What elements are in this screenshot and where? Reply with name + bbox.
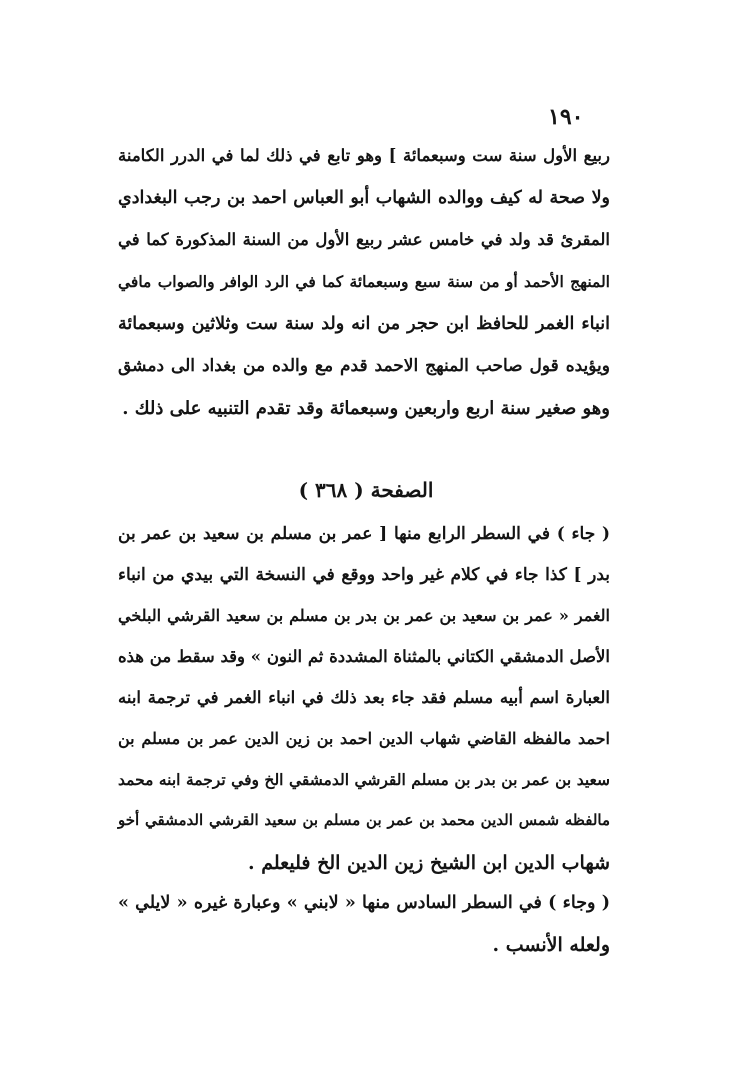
text-line: الأصل الدمشقي الكتاني بالمثناة المشددة ثم النون » وقد سقط من هذه — [118, 647, 610, 666]
text-line: المقرئ قد ولد في خامس عشر ربيع الأول من السنة المذكورة كما في — [118, 230, 610, 249]
text-line: وهو صغير سنة اربع واربعين وسبعمائة وقد تقدم التنبيه على ذلك . — [122, 398, 610, 419]
page-number: ١٩٠ — [548, 104, 584, 130]
paragraph-block-2 — [118, 524, 610, 976]
text-line: شهاب الدين ابن الشيخ زين الدين الخ فليعلم . — [248, 852, 610, 874]
text-line: المنهج الأحمد أو من سنة سبع وسبعمائة كما في الرد الوافر والصواب مافي — [118, 272, 610, 291]
text-line: ( وجاء ) في السطر السادس منها « لابني » وعبارة غيره « لايلي » — [118, 893, 610, 913]
section-heading: الصفحة ( ٣٦٨ ) — [298, 478, 434, 502]
text-line: ويؤيده قول صاحب المنهج الاحمد قدم مع والده من بغداد الى دمشق — [118, 356, 610, 376]
text-line: احمد مالفظه القاضي شهاب الدين احمد بن زين الدين عمر بن مسلم بن — [118, 729, 610, 748]
text-line: العبارة اسم أبيه مسلم فقد جاء بعد ذلك في انباء الغمر في ترجمة ابنه — [118, 688, 610, 707]
paragraph-block-1 — [118, 146, 610, 446]
text-line: مالفظه شمس الدين محمد بن عمر بن مسلم بن سعيد القرشي الدمشقي أخو — [118, 811, 610, 829]
text-line: ولعله الأنسب . — [492, 934, 610, 956]
text-line: انباء الغمر للحافظ ابن حجر من انه ولد سنة ست وثلاثين وسبعمائة — [118, 314, 610, 334]
text-line: ربيع الأول سنة ست وسبعمائة ] وهو تابع في ذلك لما في الدرر الكامنة — [118, 146, 610, 165]
text-line: بدر ] كذا جاء في كلام غير واحد ووقع في النسخة التي بيدي من انباء — [118, 565, 610, 585]
text-line: ولا صحة له كيف ووالده الشهاب أبو العباس احمد بن رجب البغدادي — [118, 188, 610, 208]
text-line: ( جاء ) في السطر الرابع منها [ عمر بن مسلم بن سعيد بن عمر بن — [118, 524, 610, 544]
text-line: سعيد بن عمر بن بدر بن مسلم القرشي الدمشقي الخ وفي ترجمة ابنه محمد — [118, 770, 610, 789]
text-line: الغمر « عمر بن سعيد بن عمر بن بدر بن مسلم بن سعيد القرشي البلخي — [118, 606, 610, 625]
